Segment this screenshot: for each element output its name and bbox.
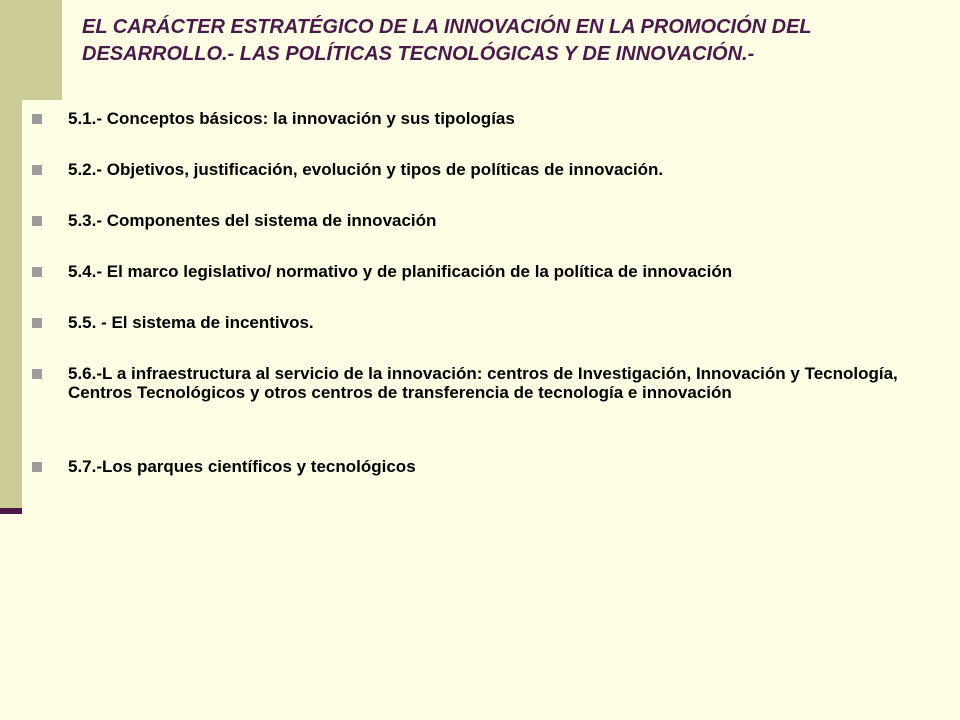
list-item-label: 5.5. - El sistema de incentivos.: [68, 313, 314, 332]
square-bullet-icon: [32, 318, 42, 328]
side-bar-main: [0, 100, 22, 510]
list-item-label: 5.3.- Componentes del sistema de innovación: [68, 211, 437, 230]
list-item-label: 5.7.-Los parques científicos y tecnológicos: [68, 457, 416, 476]
square-bullet-icon: [32, 216, 42, 226]
list-item-5-4: [32, 262, 932, 281]
side-bar-top: [0, 0, 62, 100]
square-bullet-icon: [32, 165, 42, 175]
square-bullet-icon: [32, 114, 42, 124]
list-item-5-2: [32, 160, 932, 179]
list-item-5-5: [32, 313, 932, 332]
list-item-label: 5.6.-L a infraestructura al servicio de la innovación: centros de Investigación, Innovación y Tecnología, Centros Tecnológicos y otros centros de transferencia de tecnología e innovación: [68, 364, 898, 402]
square-bullet-icon: [32, 267, 42, 277]
list-item-5-1: [32, 109, 932, 128]
list-item-label: 5.2.- Objetivos, justificación, evolución y tipos de políticas de innovación.: [68, 160, 664, 179]
list-item-5-3: [32, 211, 932, 230]
side-bar-accent: [0, 508, 22, 514]
list-item-5-6: [32, 364, 932, 402]
list-item-label: 5.1.- Conceptos básicos: la innovación y sus tipologías: [68, 109, 515, 128]
slide-title: EL CARÁCTER ESTRATÉGICO DE LA INNOVACIÓN EN LA PROMOCIÓN DEL DESARROLLO.- LAS POLÍTICAS TECNOLÓGICAS Y DE INNOVACIÓN.-: [82, 16, 812, 65]
list-item-5-7: [32, 457, 932, 476]
square-bullet-icon: [32, 462, 42, 472]
list-item-label: 5.4.- El marco legislativo/ normativo y de planificación de la política de innovación: [68, 262, 733, 281]
square-bullet-icon: [32, 369, 42, 379]
